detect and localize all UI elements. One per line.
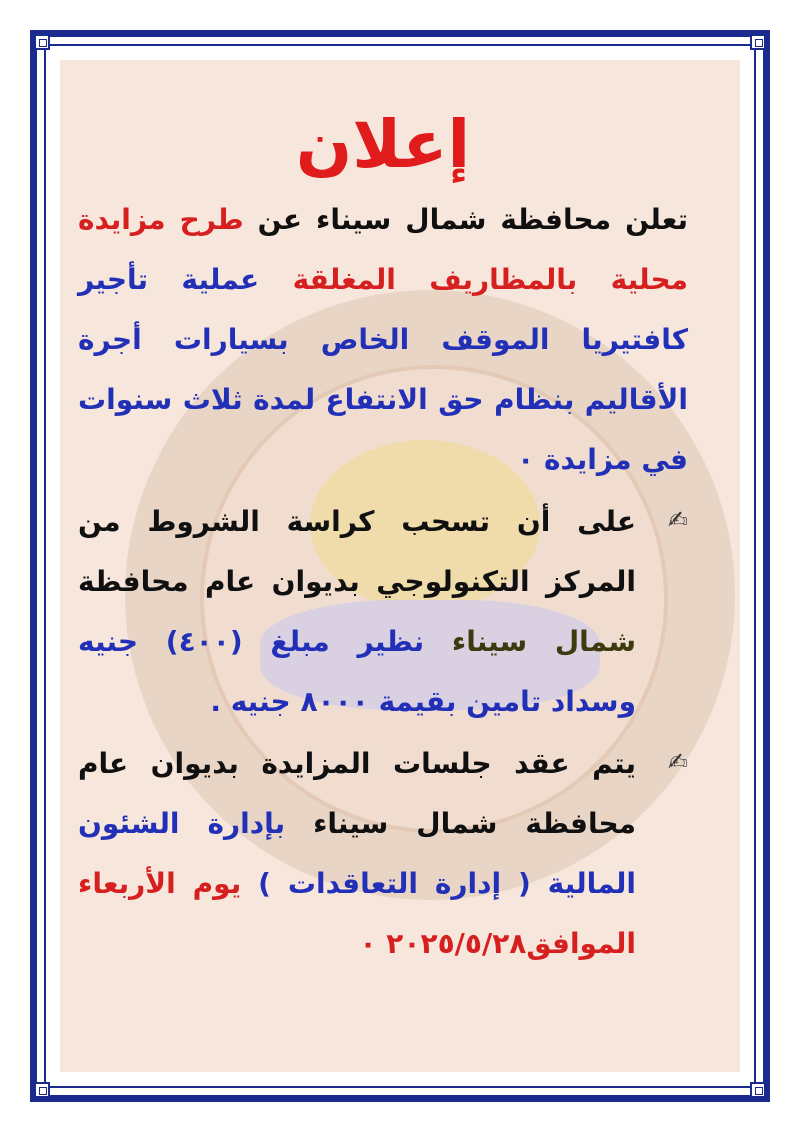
- bullet1-fee-text: نظير مبلغ (٤٠٠) جنيه وسداد تامين بقيمة ٨٠٠٠ جنيه .: [78, 625, 636, 718]
- intro-text: تعلن محافظة شمال سيناء عن: [257, 203, 689, 236]
- intro-paragraph: [78, 190, 688, 490]
- bullet-conditions-text: [78, 492, 636, 732]
- intro-operation-text: عملية تأجير كافتيريا الموقف الخاص بسيارات أجرة الأقاليم بنظام حق الانتفاع لمدة ثلاث سنوات في مزايدة ٠: [78, 263, 688, 476]
- writing-hand-icon: ✍: [667, 506, 688, 534]
- intro-highlight-auction: مزايدة محلية بالمظاريف المغلقة: [78, 203, 689, 296]
- bullet1-governorate: شمال سيناء: [451, 625, 636, 658]
- page-title: إعلان: [295, 106, 471, 183]
- bullet-session-text: [78, 734, 636, 974]
- writing-hand-icon: ✍: [667, 748, 688, 776]
- corner-ornament: [750, 34, 766, 50]
- corner-ornament: [34, 1082, 50, 1098]
- bullet-session: [78, 734, 688, 974]
- bullet2-department: بإدارة الشئون المالية ( إدارة التعاقدات ): [78, 807, 636, 900]
- intro-highlight-tender: طرح: [179, 203, 244, 236]
- bullet1-text: على أن تسحب كراسة الشروط من المركز التكنولوجي بديوان عام محافظة: [78, 505, 636, 598]
- bullet2-text: يتم عقد جلسات المزايدة بديوان عام محافظة شمال سيناء: [78, 747, 636, 840]
- corner-ornament: [750, 1082, 766, 1098]
- announcement-content: [78, 100, 688, 974]
- corner-ornament: [34, 34, 50, 50]
- bullet2-date: يوم الأربعاء الموافق٢٠٢٥/٥/٢٨ ٠: [78, 867, 636, 960]
- bullet-conditions: [78, 492, 688, 732]
